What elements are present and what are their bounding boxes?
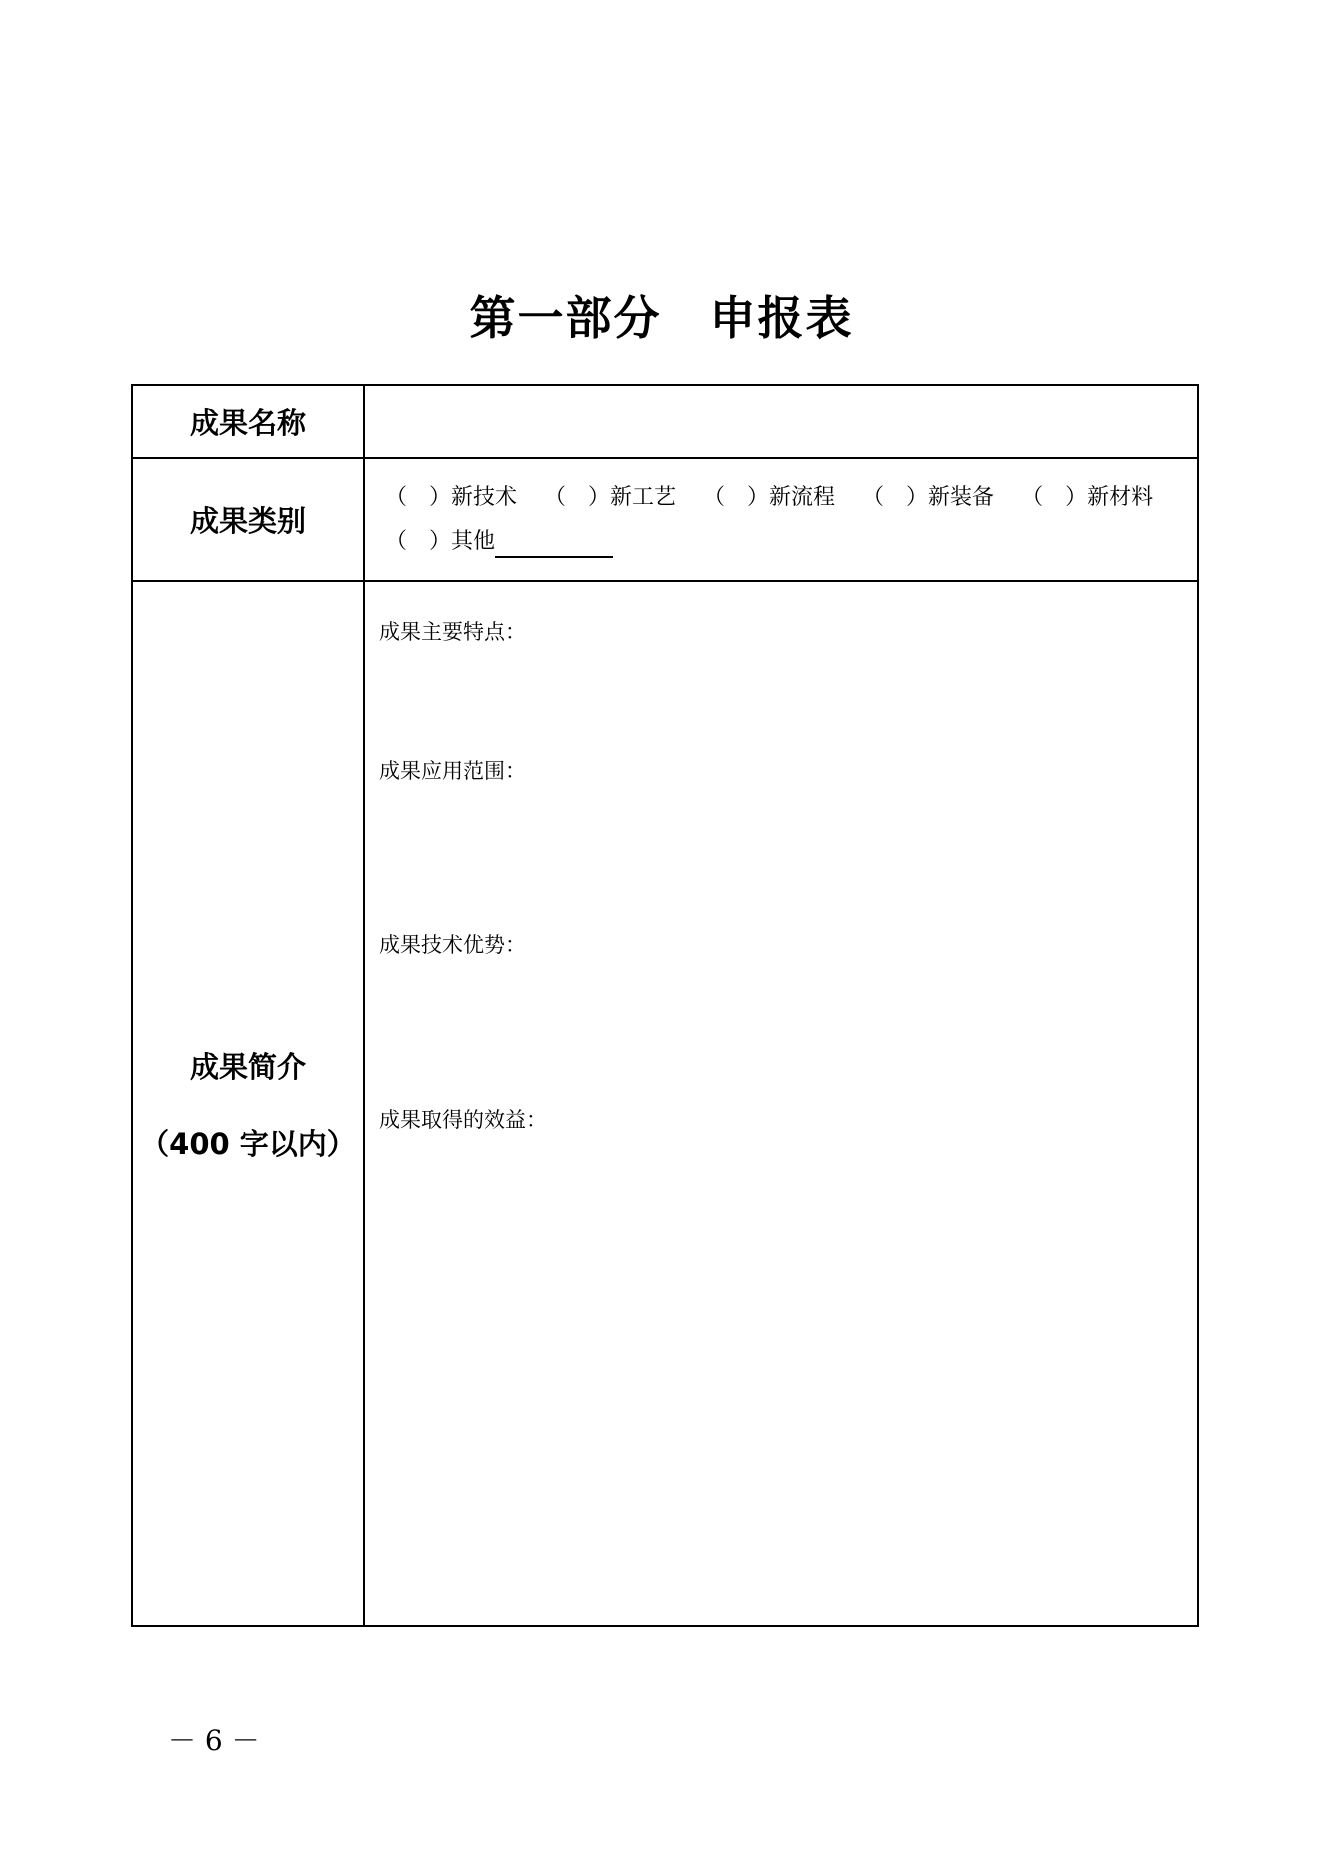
achievement-type-label: 成果类别 [132, 458, 364, 581]
option-new-equipment[interactable]: （ ）新装备 [862, 484, 995, 510]
type-options-line [385, 476, 1187, 520]
intro-item-technical-advantages: 成果技术优势： [379, 933, 526, 957]
intro-item-application-scope: 成果应用范围： [379, 759, 526, 783]
type-other-line [385, 520, 1187, 564]
option-new-workflow[interactable]: （ ）新流程 [703, 484, 836, 510]
achievement-intro-content[interactable] [364, 581, 1198, 1626]
page-number: － 6 － [168, 1724, 260, 1757]
achievement-intro-label: 成果简介 [189, 1049, 306, 1084]
intro-item-main-features: 成果主要特点： [379, 620, 526, 644]
achievement-intro-label-cell [132, 581, 364, 1626]
application-form-table [131, 384, 1199, 1627]
achievement-name-label: 成果名称 [132, 385, 364, 458]
row-achievement-intro [132, 581, 1198, 1626]
page-title: 第一部分 申报表 [469, 291, 854, 345]
option-new-material[interactable]: （ ）新材料 [1021, 484, 1154, 510]
option-new-process[interactable]: （ ）新工艺 [544, 484, 677, 510]
achievement-intro-sublabel: （400 字以内） [140, 1126, 356, 1161]
achievement-name-field[interactable] [364, 385, 1198, 458]
other-fill-in-blank[interactable] [495, 526, 613, 558]
option-new-technology[interactable]: （ ）新技术 [385, 484, 518, 510]
row-achievement-name [132, 385, 1198, 458]
row-achievement-type [132, 458, 1198, 581]
intro-item-benefits: 成果取得的效益： [379, 1108, 547, 1132]
achievement-type-options [364, 458, 1198, 581]
option-other[interactable]: （ ）其他 [385, 528, 496, 554]
